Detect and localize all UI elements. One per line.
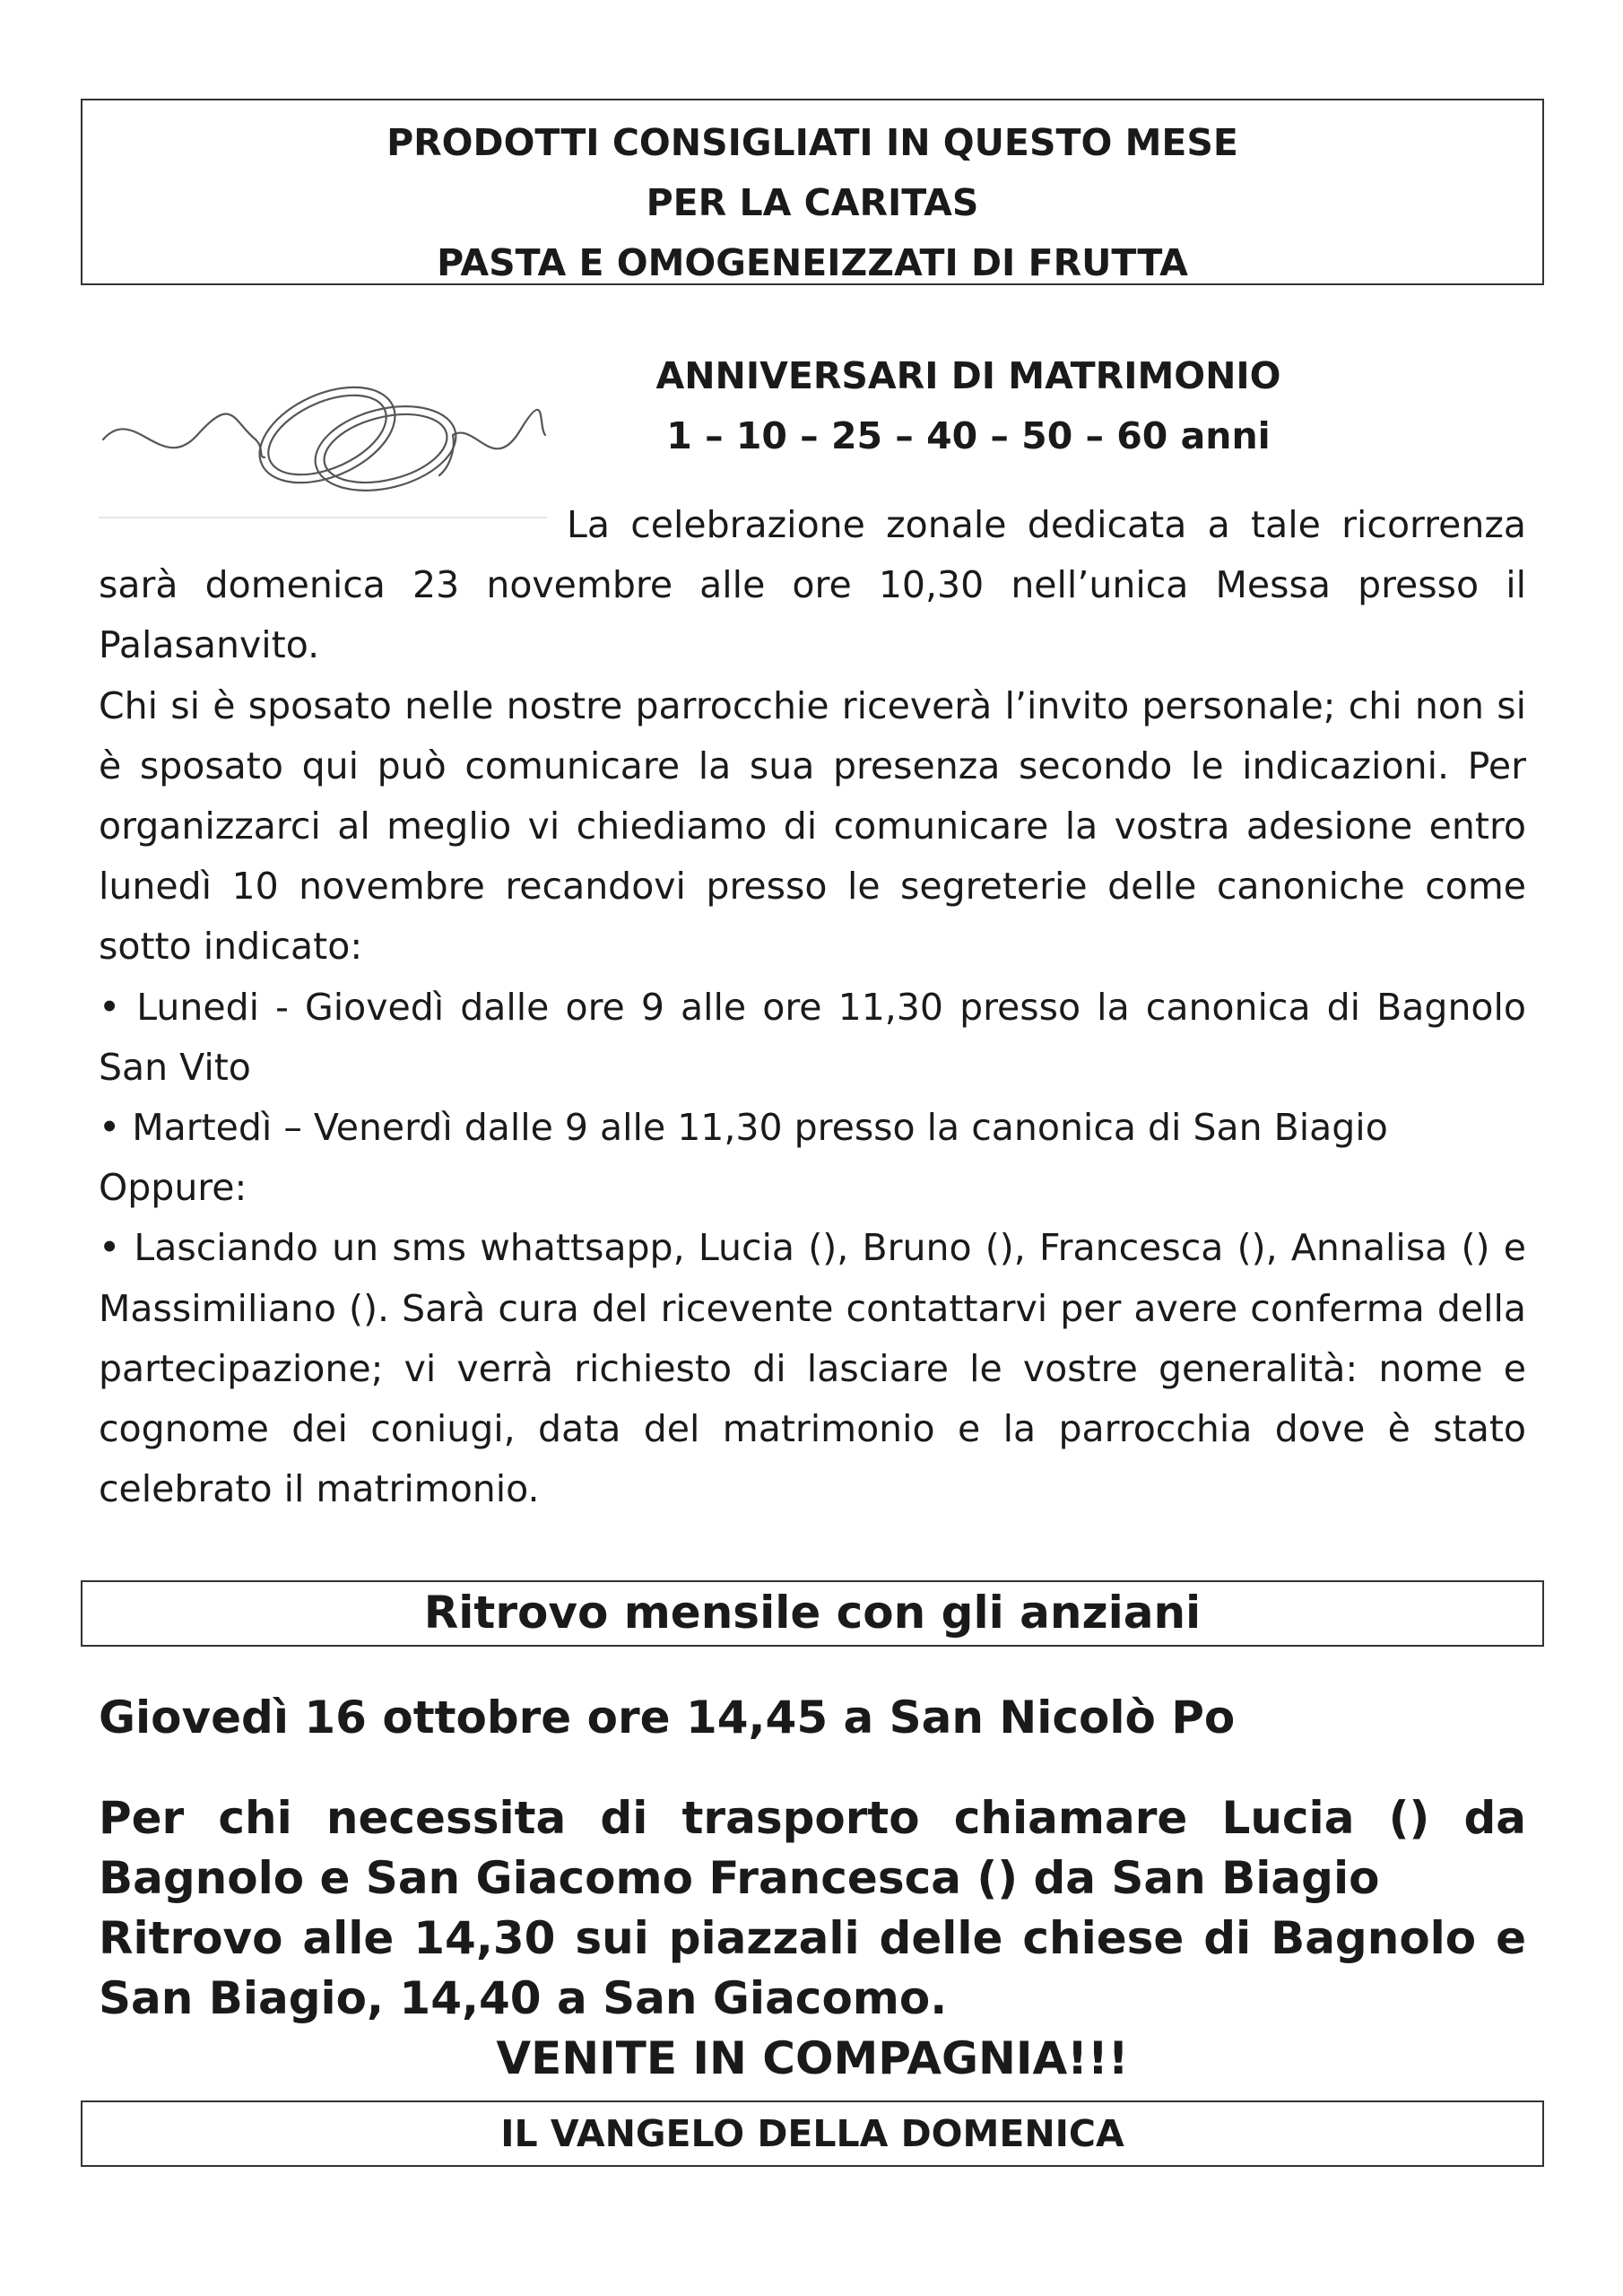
- vangelo-box: [81, 2100, 1544, 2167]
- caritas-line-3: PASTA E OMOGENEIZZATI DI FRUTTA: [437, 241, 1188, 284]
- caritas-box: [81, 99, 1544, 285]
- anniversari-bullet-2: • Martedì – Venerdì dalle 9 alle 11,30 presso la canonica di San Biagio: [99, 1106, 1388, 1150]
- anniversari-years: 1 – 10 – 25 – 40 – 50 – 60 anni: [666, 414, 1271, 457]
- anniversari-bullet-1: • Lunedi - Giovedì dalle ore 9 alle ore 11,30 presso la canonica di Bagnolo San Vito: [99, 985, 1526, 1089]
- caritas-line-1: PRODOTTI CONSIGLIATI IN QUESTO MESE: [386, 121, 1238, 164]
- anniversari-bullet-3: • Lasciando un sms whattsapp, Lucia (), Bruno (), Francesca (), Annalisa () e Massimiliano (). Sarà cura del ricevente contattarvi per avere conferma della partecipazione; vi verrà richiesto di lasciare le vostre generalità: nome e cognome dei coniugi, data del matrimonio e la parrocchia dove è stato celebrato il matrimonio.: [99, 1226, 1526, 1511]
- anniversari-title: ANNIVERSARI DI MATRIMONIO: [655, 354, 1281, 397]
- caritas-line-2: PER LA CARITAS: [646, 181, 979, 224]
- anziani-title: Ritrovo mensile con gli anziani: [423, 1587, 1202, 1639]
- anziani-closing: VENITE IN COMPAGNIA!!!: [496, 2032, 1129, 2084]
- anniversari-body: [99, 495, 1526, 1519]
- anniversari-oppure: Oppure:: [99, 1166, 247, 1210]
- anniversari-paragraph-1: La celebrazione zonale dedicata a tale ricorrenza sarà domenica 23 novembre alle ore 10,30 nell’unica Messa presso il Palasanvito.: [99, 503, 1526, 667]
- vangelo-title: IL VANGELO DELLA DOMENICA: [500, 2112, 1124, 2155]
- anziani-transport-block: [99, 1788, 1526, 2029]
- anziani-transport: Per chi necessita di trasporto chiamare Lucia () da Bagnolo e San Giacomo Francesca () da San Biagio: [99, 1792, 1526, 1904]
- anziani-title-box: [81, 1580, 1544, 1647]
- anziani-date: Giovedì 16 ottobre ore 14,45 a San Nicolò Po: [99, 1692, 1236, 1744]
- anniversari-paragraph-2: Chi si è sposato nelle nostre parrocchie riceverà l’invito personale; chi non si è sposato qui può comunicare la sua presenza secondo le indicazioni. Per organizzarci al meglio vi chiediamo di comunicare la vostra adesione entro lunedì 10 novembre recandovi presso le segreterie delle canoniche come sotto indicato:: [99, 683, 1526, 969]
- anziani-meeting: Ritrovo alle 14,30 sui piazzali delle chiese di Bagnolo e San Biagio, 14,40 a San Giacomo.: [99, 1912, 1526, 2024]
